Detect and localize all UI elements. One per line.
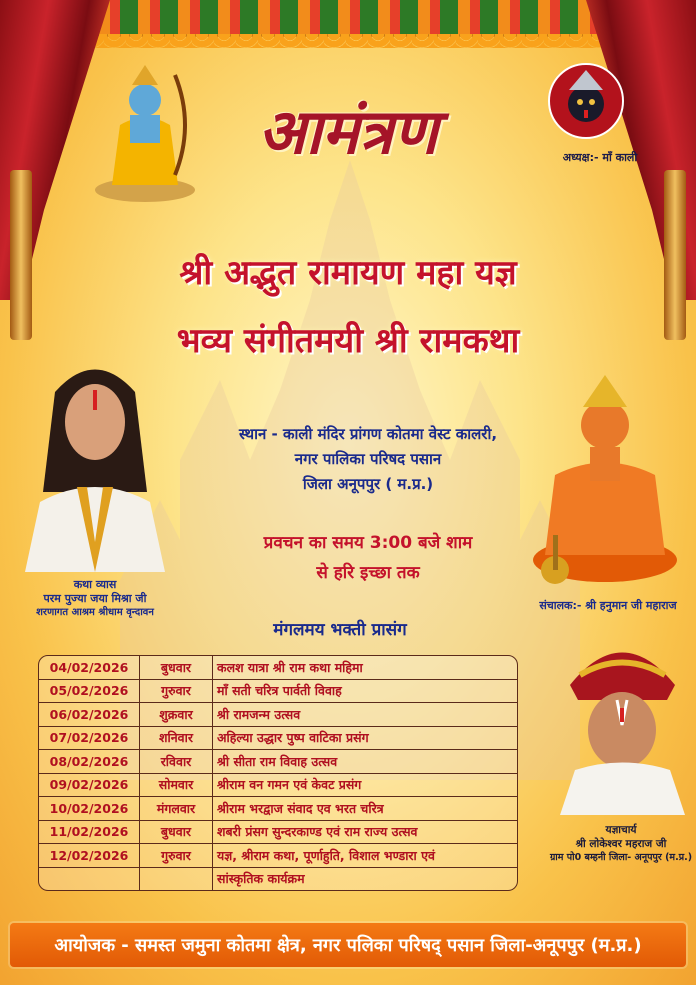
schedule-event: श्रीराम वन गमन एवं केवट प्रसंग (213, 774, 517, 798)
schedule-row (39, 680, 517, 704)
katha-vyas-role: कथा व्यास (73, 578, 117, 591)
adhyaksh-caption: अध्यक्ष:- माँ काली (562, 151, 638, 164)
venue-block (178, 422, 558, 497)
schedule-day: शनिवार (140, 727, 213, 751)
schedule-event: श्री सीता राम विवाह उत्सव (213, 750, 517, 774)
yagyacharya-name: श्री लोकेश्वर महराज जी (575, 838, 667, 850)
schedule-date: 05/02/2026 (39, 680, 140, 704)
schedule-date: 11/02/2026 (39, 821, 140, 845)
schedule-day: गुरुवार (140, 680, 213, 704)
schedule-date: 10/02/2026 (39, 797, 140, 821)
invitation-heading: आमंत्रण (258, 95, 438, 168)
schedule-event: श्री रामजन्म उत्सव (213, 703, 517, 727)
schedule-date: 04/02/2026 (39, 656, 140, 680)
schedule-date: 09/02/2026 (39, 774, 140, 798)
schedule-row (39, 656, 517, 680)
schedule-event: यज्ञ, श्रीराम कथा, पूर्णाहुति, विशाल भण्डारा एवं (213, 844, 517, 868)
venue-line3: जिला अनूपपुर ( म.प्र.) (302, 475, 434, 493)
schedule-title: मंगलमय भक्ती प्रासंग (273, 620, 407, 640)
schedule-event: कलश यात्रा श्री राम कथा महिमा (213, 656, 517, 680)
schedule-row (39, 844, 517, 868)
katha-vyas-caption (0, 578, 190, 620)
schedule-date: 06/02/2026 (39, 703, 140, 727)
venue-line2: नगर पालिका परिषद पसान (294, 450, 442, 468)
schedule-date: 08/02/2026 (39, 750, 140, 774)
schedule-day: बुधवार (140, 656, 213, 680)
sanchalak-caption: संचालक:- श्री हनुमान जी महाराज (539, 599, 677, 612)
schedule-event: श्रीराम भरद्वाज संवाद एव भरत चरित्र (213, 797, 517, 821)
marigold-garland-drape (60, 34, 636, 48)
schedule-date (39, 868, 140, 891)
schedule-day: मंगलवार (140, 797, 213, 821)
event-title-line1: श्री अद्भुत रामायण महा यज्ञ (179, 253, 517, 293)
schedule-row (39, 750, 517, 774)
schedule-day: सोमवार (140, 774, 213, 798)
timing-line2: से हरि इच्छा तक (316, 563, 420, 583)
schedule-row (39, 868, 517, 891)
schedule-event: अहिल्या उद्धार पुष्प वाटिका प्रसंग (213, 727, 517, 751)
schedule-row (39, 797, 517, 821)
katha-vyas-portrait (15, 352, 175, 572)
yagyacharya-caption (548, 823, 694, 865)
katha-vyas-name: परम पुज्या जया मिश्रा जी (43, 592, 147, 605)
schedule-day: बुधवार (140, 821, 213, 845)
yagyacharya-place: ग्राम पो0 बम्हनी जिला- अनूपपुर (म.प्र.) (549, 852, 693, 863)
organizer-text: आयोजक - समस्त जमुना कोतमा क्षेत्र, नगर पलिका परिषद् पसान जिला-अनूपपुर (म.प्र.) (54, 935, 642, 956)
schedule-day: रविवार (140, 750, 213, 774)
schedule-row (39, 821, 517, 845)
schedule-day (140, 868, 213, 891)
schedule-table (38, 655, 518, 891)
organizer-footer (10, 923, 686, 967)
katha-vyas-place: शरणागत आश्रम श्रीधाम वृन्दावन (36, 607, 154, 618)
timing-line1: प्रवचन का समय 3:00 बजे शाम (263, 533, 473, 553)
schedule-event: सांस्कृतिक कार्यक्रम (217, 871, 305, 887)
schedule-row (39, 774, 517, 798)
yagyacharya-portrait (555, 630, 690, 815)
schedule-event: माँ सती चरित्र पार्वती विवाह (213, 680, 517, 704)
schedule-date: 12/02/2026 (39, 844, 140, 868)
schedule-day: शुक्रवार (140, 703, 213, 727)
yagyacharya-role: यज्ञाचार्य (605, 824, 637, 836)
schedule-day: गुरुवार (140, 844, 213, 868)
schedule-row (39, 727, 517, 751)
venue-line1: स्थान - काली मंदिर प्रांगण कोतमा वेस्ट कालरी, (238, 425, 498, 443)
schedule-row (39, 703, 517, 727)
timing-block (178, 528, 558, 588)
schedule-date: 07/02/2026 (39, 727, 140, 751)
event-title-line2: भव्य संगीतमयी श्री रामकथा (176, 321, 520, 361)
schedule-event: शबरी प्रंसग सुन्दरकाण्ड एवं राम राज्य उत्सव (213, 821, 517, 845)
